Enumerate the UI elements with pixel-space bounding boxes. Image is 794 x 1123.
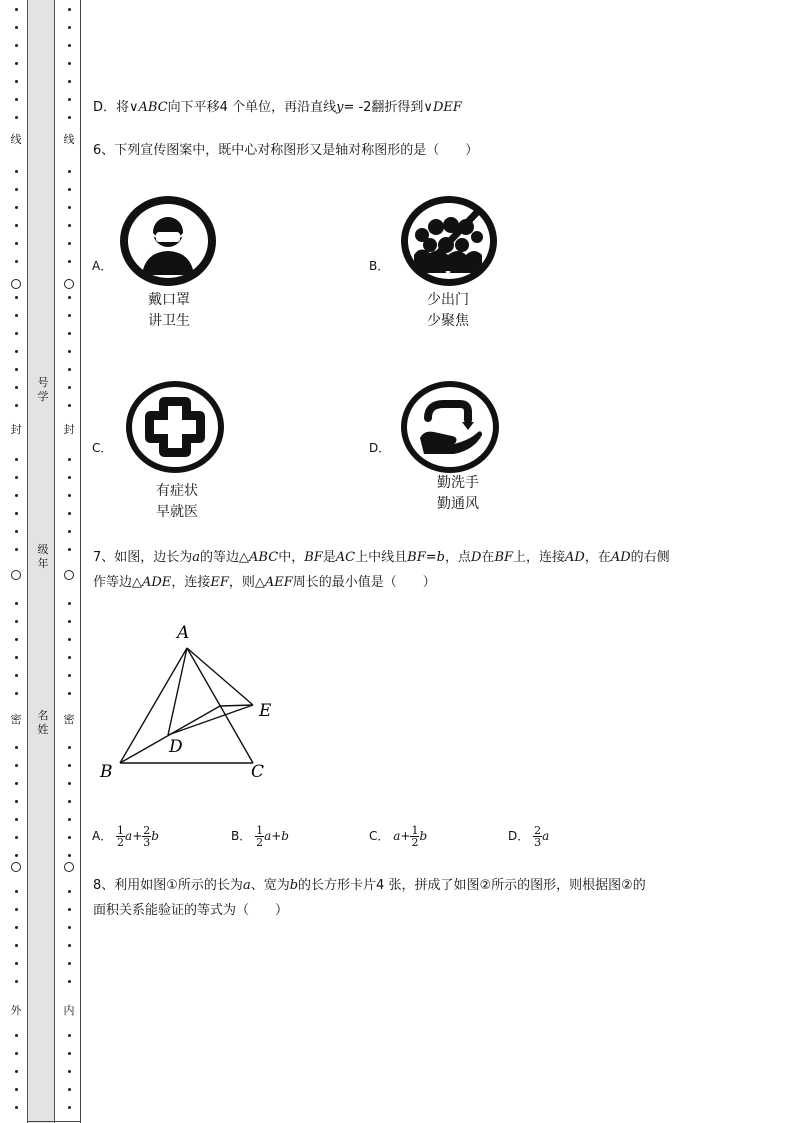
inner-circle-mark <box>64 862 74 872</box>
fraction <box>533 825 542 848</box>
mask-person-icon <box>119 195 217 287</box>
cut-line-dot <box>15 512 18 515</box>
cut-line-dot <box>15 332 18 335</box>
inner-label-seal: 封 <box>63 423 75 436</box>
q7-segment-ad: AD <box>610 550 631 565</box>
margin-rule <box>80 0 81 1123</box>
cut-line-dot <box>68 692 71 695</box>
cut-line-dot <box>15 692 18 695</box>
q7-text: ，在 <box>584 550 611 565</box>
q7-triangle-aef: AEF <box>264 575 293 590</box>
cut-line-dot <box>68 260 71 263</box>
margin-bottom-rule <box>27 1121 81 1122</box>
crowd-icon <box>400 195 498 287</box>
fraction-numerator: 1 <box>256 824 264 837</box>
q7-option-a <box>92 824 159 848</box>
cut-line-dot <box>68 1088 71 1091</box>
cut-line-dot <box>15 674 18 677</box>
q7-triangle-abc: ABC <box>249 550 279 565</box>
q7-option-a-letter: A． <box>92 829 113 843</box>
cut-line-dot <box>15 80 18 83</box>
cut-line-dot <box>15 116 18 119</box>
cut-line-dot <box>68 188 71 191</box>
cut-line-dot <box>68 782 71 785</box>
fraction-numerator: 1 <box>411 824 419 837</box>
fraction-denominator: 2 <box>411 836 419 849</box>
cut-line-dot <box>68 494 71 497</box>
q7-text: 上，连接 <box>513 550 566 565</box>
q6-option-d-letter: D． <box>369 441 391 455</box>
cut-line-dot <box>15 1034 18 1037</box>
cut-line-dot <box>15 890 18 893</box>
cut-line-dot <box>68 8 71 11</box>
q7-text: ，点 <box>444 550 471 565</box>
cut-line-dot <box>15 908 18 911</box>
cut-line-dot <box>68 980 71 983</box>
q6-option-a-line1: 戴口罩 <box>148 292 190 308</box>
cut-line-dot <box>68 962 71 965</box>
cut-line-dot <box>15 296 18 299</box>
label-c: C <box>251 762 265 782</box>
q6-option-d-caption <box>398 473 518 515</box>
plus-sign: + <box>132 829 143 843</box>
q6-option-d-line1: 勤洗手 <box>437 475 479 491</box>
cut-line-dot <box>15 206 18 209</box>
cut-line-dot <box>68 44 71 47</box>
inner-circle-mark <box>64 279 74 289</box>
cut-line-dot <box>68 926 71 929</box>
q7-text: 7、如图，边长为 <box>93 550 193 565</box>
cut-line-dot <box>68 602 71 605</box>
outer-label-outside: 外 <box>10 1004 22 1017</box>
q7-option-d-letter: D． <box>508 829 530 843</box>
inner-label-inside: 内 <box>63 1004 75 1017</box>
outer-circle-mark <box>11 279 21 289</box>
cut-line-dot <box>68 944 71 947</box>
cut-line-dot <box>15 818 18 821</box>
cut-line-dot <box>15 602 18 605</box>
cut-line-dot <box>15 62 18 65</box>
cut-line-dot <box>68 368 71 371</box>
label-e: E <box>259 701 272 721</box>
q7-text: 是 <box>322 550 336 565</box>
cut-line-dot <box>68 1052 71 1055</box>
label-a: A <box>177 623 190 643</box>
q7-text: 在 <box>481 550 495 565</box>
cut-line-dot <box>68 818 71 821</box>
q6-option-c-caption <box>117 481 237 523</box>
cut-line-dot <box>15 1106 18 1109</box>
cut-line-dot <box>15 764 18 767</box>
q7-triangle-figure <box>95 618 285 786</box>
cut-line-dot <box>15 800 18 803</box>
var-a: a <box>393 829 401 843</box>
cut-line-dot <box>15 314 18 317</box>
cut-line-dot <box>15 350 18 353</box>
segment-de <box>168 705 253 735</box>
cut-line-dot <box>68 206 71 209</box>
q7-segment-ef: EF <box>210 575 229 590</box>
cut-line-dot <box>68 890 71 893</box>
q5-triangle-abc: ABC <box>138 100 168 115</box>
cut-line-dot <box>68 386 71 389</box>
cut-line-dot <box>68 512 71 515</box>
q5-text: 向下平移4 个单位，再沿直线 <box>167 100 337 115</box>
outer-label-seal: 封 <box>10 423 22 436</box>
cut-line-dot <box>68 836 71 839</box>
q7-triangle-ade: ADE <box>142 575 172 590</box>
cut-line-dot <box>68 620 71 623</box>
fraction-denominator: 3 <box>143 836 151 849</box>
cut-line-dot <box>15 494 18 497</box>
q7-point-d: D <box>470 550 482 565</box>
q7-segment-bf: BF <box>304 550 323 565</box>
cut-line-dot <box>15 962 18 965</box>
cut-line-dot <box>15 458 18 461</box>
cut-line-dot <box>15 926 18 929</box>
cut-line-dot <box>15 746 18 749</box>
cut-line-dot <box>15 1088 18 1091</box>
cut-line-dot <box>68 98 71 101</box>
cut-line-dot <box>68 116 71 119</box>
plus-sign: + <box>400 829 411 843</box>
q6-option-a-line2: 讲卫生 <box>148 313 190 329</box>
q7-option-c-letter: C． <box>369 829 390 843</box>
q8-var-a: a <box>242 878 251 893</box>
q8-stem-line2: 面积关系能验证的等式为（ ） <box>93 903 289 918</box>
cut-line-dot <box>15 26 18 29</box>
q7-text: ，连接 <box>171 575 211 590</box>
q6-option-c-line1: 有症状 <box>156 483 198 499</box>
cut-line-dot <box>68 332 71 335</box>
cut-line-dot <box>68 62 71 65</box>
student-id-label: 号学 <box>37 376 49 403</box>
hand-washing-icon <box>400 380 500 474</box>
cut-line-dot <box>15 980 18 983</box>
fraction-denominator: 2 <box>117 836 125 849</box>
cut-line-dot <box>15 1070 18 1073</box>
cut-line-dot <box>68 80 71 83</box>
q7-segment-ac: AC <box>335 550 356 565</box>
cut-line-dot <box>68 1106 71 1109</box>
inner-circle-mark <box>64 570 74 580</box>
cut-line-dot <box>15 530 18 533</box>
outer-label-secret: 密 <box>10 713 22 726</box>
label-b: B <box>100 762 113 782</box>
cut-line-dot <box>68 1034 71 1037</box>
q6-option-a-caption <box>109 290 229 332</box>
medical-cross-icon <box>125 380 225 474</box>
var-a: a <box>264 829 272 843</box>
fraction-numerator: 1 <box>117 824 125 837</box>
var-b: b <box>281 829 289 843</box>
q6-stem: 6、下列宣传图案中，既中心对称图形又是轴对称图形的是（ ） <box>93 143 479 158</box>
cut-line-dot <box>15 188 18 191</box>
cut-line-dot <box>68 1070 71 1073</box>
segment-ad <box>168 648 187 735</box>
cut-line-dot <box>68 404 71 407</box>
cut-line-dot <box>15 224 18 227</box>
cut-line-dot <box>15 548 18 551</box>
q7-var-a: a <box>192 550 201 565</box>
q6-option-c-line2: 早就医 <box>156 504 198 520</box>
cut-line-dot <box>15 782 18 785</box>
q5-option-d <box>93 96 462 120</box>
fraction <box>116 825 125 848</box>
cut-line-dot <box>68 242 71 245</box>
q5-option-d-prefix: D．将∨ <box>93 100 139 115</box>
q5-var-y: y <box>336 100 344 115</box>
outer-circle-mark <box>11 570 21 580</box>
fraction-denominator: 3 <box>534 836 542 849</box>
q8-text: 、宽为 <box>250 878 290 893</box>
var-a: a <box>125 829 133 843</box>
q6-option-c-letter: C． <box>92 441 113 455</box>
q6-option-a-letter: A． <box>92 259 113 273</box>
q6-option-b-caption <box>388 290 508 332</box>
q6-option-b-letter: B． <box>369 259 390 273</box>
cut-line-dot <box>68 638 71 641</box>
q7-text: ，则△ <box>228 575 265 590</box>
cut-line-dot <box>68 170 71 173</box>
q8-text: 的长方形卡片4 张，拼成了如图②所示的图形，则根据图②的 <box>298 878 646 893</box>
cut-line-dot <box>68 656 71 659</box>
q7-text: 的等边△ <box>200 550 250 565</box>
var-a: a <box>542 829 550 843</box>
var-b: b <box>151 829 159 843</box>
var-b: b <box>419 829 428 843</box>
fraction <box>255 825 264 848</box>
cut-line-dot <box>68 800 71 803</box>
cut-line-dot <box>68 746 71 749</box>
plus-sign: + <box>271 829 282 843</box>
cut-line-dot <box>68 764 71 767</box>
fraction-denominator: 2 <box>256 836 264 849</box>
q7-option-d <box>508 824 549 848</box>
segment-ef <box>220 705 253 706</box>
q6-option-b-line2: 少聚焦 <box>427 313 469 329</box>
fraction <box>142 825 151 848</box>
cut-line-dot <box>15 404 18 407</box>
q7-text: 作等边△ <box>93 575 142 590</box>
cut-line-dot <box>68 854 71 857</box>
cut-line-dot <box>15 170 18 173</box>
cut-line-dot <box>15 836 18 839</box>
binding-margin <box>0 0 82 1123</box>
cut-line-dot <box>15 8 18 11</box>
q8-var-b: b <box>289 878 299 893</box>
q7-text: 上中线且 <box>355 550 408 565</box>
label-d: D <box>169 737 183 757</box>
q7-text: 中， <box>278 550 305 565</box>
q7-segment-bf: BF <box>407 550 426 565</box>
cut-line-dot <box>15 260 18 263</box>
cut-line-dot <box>68 458 71 461</box>
cut-line-dot <box>15 1052 18 1055</box>
cut-line-dot <box>68 224 71 227</box>
q7-text: 的右侧 <box>630 550 670 565</box>
fraction-numerator: 2 <box>143 824 151 837</box>
inner-label-secret: 密 <box>63 713 75 726</box>
q8-stem-line1 <box>93 874 646 898</box>
q7-stem-line1 <box>93 546 670 570</box>
q7-option-b-letter: B． <box>231 829 252 843</box>
q7-option-b <box>231 824 289 848</box>
q7-text: 周长的最小值是（ ） <box>292 575 436 590</box>
cut-line-dot <box>15 944 18 947</box>
q8-text: 8、利用如图①所示的长为 <box>93 878 243 893</box>
q7-option-c <box>369 824 427 848</box>
cut-line-dot <box>68 674 71 677</box>
cut-line-dot <box>68 296 71 299</box>
q7-stem-line2 <box>93 571 436 595</box>
cut-line-dot <box>68 350 71 353</box>
cut-line-dot <box>15 44 18 47</box>
cut-line-dot <box>15 242 18 245</box>
outer-label-line: 线 <box>10 133 22 146</box>
q7-segment-bf: BF <box>494 550 514 565</box>
inner-label-line: 线 <box>63 133 75 146</box>
cut-line-dot <box>15 368 18 371</box>
segment-ae <box>187 648 253 705</box>
cut-line-dot <box>68 908 71 911</box>
cut-line-dot <box>68 530 71 533</box>
cut-line-dot <box>68 548 71 551</box>
cut-line-dot <box>15 656 18 659</box>
q7-var-b: b <box>436 550 445 565</box>
cut-line-dot <box>68 476 71 479</box>
cut-line-dot <box>15 476 18 479</box>
q6-option-b-line1: 少出门 <box>427 292 469 308</box>
cut-line-dot <box>15 620 18 623</box>
cut-line-dot <box>15 386 18 389</box>
q6-option-d-line2: 勤通风 <box>437 496 479 512</box>
cut-line-dot <box>68 26 71 29</box>
q7-segment-ad: AD <box>565 550 585 565</box>
q7-text: = <box>425 550 437 565</box>
class-label: 级年 <box>37 543 49 570</box>
outer-circle-mark <box>11 862 21 872</box>
q5-triangle-def: DEF <box>432 100 462 115</box>
cut-line-dot <box>68 314 71 317</box>
cut-line-dot <box>15 98 18 101</box>
name-label: 名姓 <box>37 709 49 736</box>
fraction-numerator: 2 <box>534 824 542 837</box>
cut-line-dot <box>15 638 18 641</box>
q5-text-2: = -2翻折得到∨ <box>343 100 433 115</box>
cut-line-dot <box>15 854 18 857</box>
